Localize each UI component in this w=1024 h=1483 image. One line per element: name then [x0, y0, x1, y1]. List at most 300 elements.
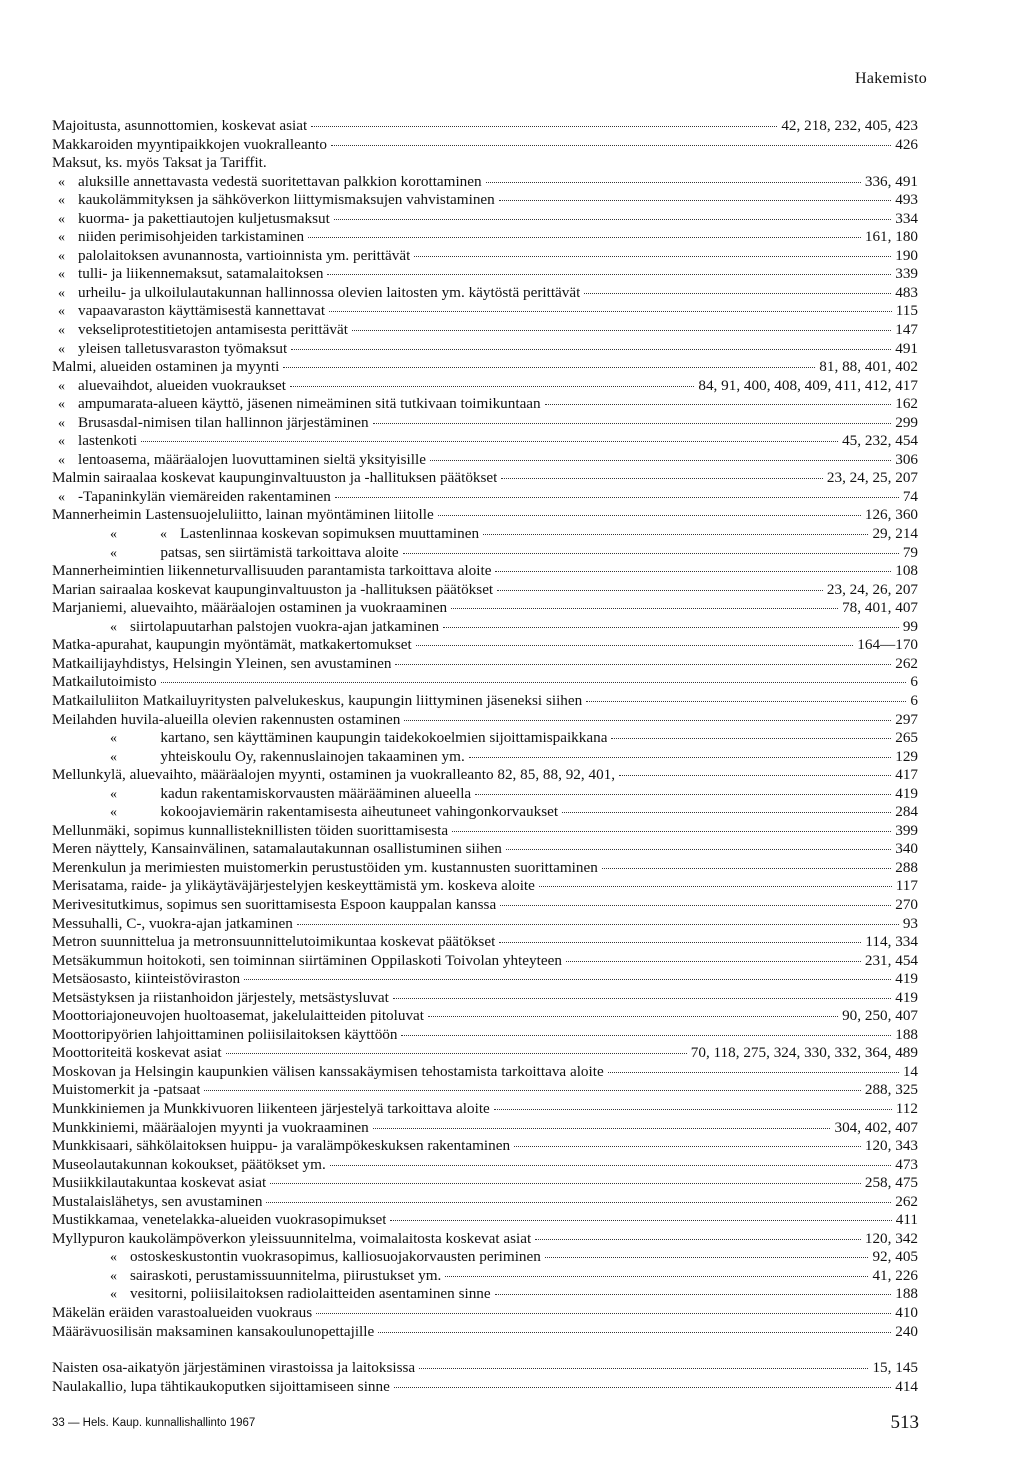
entry-label	[52, 1174, 266, 1193]
entry-pages: 6	[910, 691, 918, 709]
entry-text: aluevaihdot, alueiden vuokraukset	[78, 376, 286, 394]
ditto-mark: «	[58, 230, 65, 246]
index-entry	[52, 414, 918, 433]
leader-dots	[506, 848, 891, 850]
entry-pages: 306	[895, 450, 918, 468]
leader-dots	[373, 422, 892, 424]
leader-dots	[270, 1182, 861, 1184]
entry-pages: 92, 405	[872, 1248, 918, 1266]
leader-dots	[244, 978, 891, 980]
ditto-mark: «	[110, 731, 117, 747]
entry-pages: 161, 180	[864, 228, 918, 246]
index-entry	[52, 340, 918, 359]
entry-text: Mellunkylä, aluevaihto, määräalojen myynti, ostaminen ja vuokralleanto 82, 85, 88, 92, 401,	[52, 766, 616, 784]
index-entry	[52, 506, 918, 525]
entry-pages: 483	[895, 283, 918, 301]
entry-text: Moskovan ja Helsingin kaupunkien välisen kanssakäymisen tehostamista tarkoittava aloite	[52, 1062, 604, 1080]
entry-pages: 23, 24, 25, 207	[826, 469, 918, 487]
entry-label	[52, 117, 307, 136]
entry-label	[52, 748, 465, 768]
index-entry	[52, 136, 918, 155]
entry-text: Matkailuliiton Matkailuyritysten palvelukeskus, kaupungin liittyminen jäseneksi siihen	[52, 691, 583, 709]
index-entry	[52, 395, 918, 414]
footer-source: 33 — Hels. Kaup. kunnallishallinto 1967	[52, 1417, 256, 1429]
index-entry	[52, 840, 918, 859]
entry-pages: 258, 475	[864, 1174, 918, 1192]
leader-dots	[204, 1089, 860, 1091]
index-entry	[52, 1267, 918, 1286]
entry-label	[52, 544, 399, 564]
leader-dots	[499, 199, 891, 201]
index-entry	[52, 803, 918, 822]
entry-pages: 129	[895, 747, 918, 765]
entry-text: Mustikkamaa, venetelakka-alueiden vuokrasopimukset	[52, 1211, 387, 1229]
entry-pages: 117	[895, 877, 918, 895]
leader-dots	[586, 700, 906, 702]
entry-label	[52, 859, 598, 878]
entry-text: yhteiskoulu Oy, rakennuslainojen takaaminen ym.	[160, 747, 465, 765]
entry-text: Malmin sairaalaa koskevat kaupunginvaltuuston ja -hallituksen päätökset	[52, 469, 498, 487]
entry-label	[52, 191, 495, 211]
entry-pages: 188	[895, 1025, 918, 1043]
entry-text: Musiikkilautakuntaa koskevat asiat	[52, 1174, 267, 1192]
leader-dots	[316, 1312, 891, 1314]
entry-text: Myllypuron kaukolämpöverkon yleissuunnitelma, voimalaitosta koskevat asiat	[52, 1229, 532, 1247]
entry-text: Marian sairaalaa koskevat kaupunginvaltuuston ja -hallituksen päätökset	[52, 580, 494, 598]
entry-label	[52, 228, 304, 248]
entry-label	[52, 1063, 604, 1082]
entry-pages: 411	[895, 1211, 918, 1229]
entry-text: ampumarata-alueen käyttö, jäsenen nimeäminen sitä tutkivaan toimikuntaan	[78, 395, 541, 413]
index-entry	[52, 1026, 918, 1045]
entry-pages: 299	[895, 413, 918, 431]
index-entry	[52, 1137, 918, 1156]
entry-pages: 426	[895, 135, 918, 153]
entry-pages: 120, 343	[864, 1137, 918, 1155]
entry-text: Naisten osa-aikatyön järjestäminen virastoissa ja laitoksissa	[52, 1359, 416, 1377]
ditto-mark: «	[58, 211, 65, 227]
entry-label	[52, 414, 369, 434]
entry-label	[52, 1248, 541, 1268]
leader-dots	[329, 310, 892, 312]
entry-text: kokoojaviemärin rakentamisesta aiheutuneet vahingonkorvaukset	[160, 803, 559, 821]
index-entry	[52, 469, 918, 488]
leader-dots	[378, 1331, 891, 1333]
index-entry	[52, 692, 918, 711]
index-entry	[52, 1044, 918, 1063]
entry-pages: 112	[895, 1099, 918, 1117]
entry-label	[52, 302, 325, 322]
entry-pages: 70, 118, 275, 324, 330, 332, 364, 489	[690, 1044, 918, 1062]
entry-label	[52, 1193, 262, 1212]
ditto-mark: «	[58, 304, 65, 320]
entry-label	[52, 1007, 424, 1026]
leader-dots	[452, 830, 891, 832]
entry-label	[52, 970, 240, 989]
ditto-mark: «	[110, 749, 117, 765]
leader-dots	[308, 236, 861, 238]
entry-pages: 115	[895, 302, 918, 320]
leader-dots	[500, 904, 891, 906]
entry-label	[52, 1081, 200, 1100]
entry-pages: 29, 214	[872, 525, 918, 543]
entry-text: -Tapaninkylän viemäreiden rakentaminen	[78, 487, 331, 505]
ditto-mark: «	[110, 1287, 117, 1303]
index-entry	[52, 377, 918, 396]
leader-dots	[393, 997, 891, 999]
entry-label	[52, 933, 495, 952]
index-entry	[52, 599, 918, 618]
entry-pages: 231, 454	[864, 951, 918, 969]
index-entry	[52, 358, 918, 377]
leader-dots	[291, 348, 891, 350]
leader-dots	[497, 589, 823, 591]
index-entry	[52, 1285, 918, 1304]
entry-label	[52, 803, 558, 823]
entry-text: Moottoriteitä koskevat asiat	[52, 1044, 222, 1062]
ditto-mark: «	[58, 285, 65, 301]
entry-label	[52, 1267, 441, 1287]
leader-dots	[141, 440, 838, 442]
index-entry	[52, 1211, 918, 1230]
entry-label	[52, 599, 447, 618]
page-number: 513	[890, 1412, 919, 1433]
leader-dots	[297, 923, 899, 925]
ditto-mark: «	[110, 545, 117, 561]
ditto-mark: «	[58, 378, 65, 394]
entry-text: Mellunmäki, sopimus kunnallisteknillisten töiden suorittamisesta	[52, 821, 449, 839]
entry-label	[52, 451, 426, 471]
leader-dots	[443, 626, 899, 628]
index-list	[52, 117, 918, 1396]
entry-pages: 288	[895, 858, 918, 876]
ditto-mark: «	[58, 267, 65, 283]
leader-dots	[545, 1256, 869, 1258]
entry-label	[52, 340, 287, 360]
index-entry	[52, 859, 918, 878]
index-entry	[52, 822, 918, 841]
ditto-mark: «	[110, 619, 117, 635]
entry-text: Metsäosasto, kiinteistöviraston	[52, 970, 241, 988]
leader-dots	[401, 1034, 891, 1036]
entry-text: Munkkiniemen ja Munkkivuoren liikenteen järjestelyä tarkoittava aloite	[52, 1099, 490, 1117]
index-entry	[52, 1007, 918, 1026]
index-entry	[52, 191, 918, 210]
entry-text: kadun rakentamiskorvausten määrääminen alueella	[160, 784, 472, 802]
leader-dots	[545, 403, 892, 405]
entry-pages: 297	[895, 710, 918, 728]
leader-dots	[469, 756, 891, 758]
entry-label	[52, 822, 448, 841]
index-entry	[52, 247, 918, 266]
entry-label	[52, 877, 535, 896]
entry-pages: 419	[895, 784, 918, 802]
ditto-mark: «	[58, 193, 65, 209]
entry-label	[52, 673, 157, 692]
entry-text: Merisatama, raide- ja ylikäytäväjärjestelyjen keskeyttämistä ym. koskeva aloite	[52, 877, 535, 895]
entry-pages: 15, 145	[872, 1359, 918, 1377]
ditto-mark: «	[110, 527, 117, 543]
entry-pages: 6	[910, 673, 918, 691]
leader-dots	[331, 144, 891, 146]
ditto-mark: «	[58, 452, 65, 468]
entry-pages: 120, 342	[864, 1229, 918, 1247]
index-entry	[52, 1359, 918, 1378]
leader-dots	[608, 1071, 899, 1073]
entry-label	[52, 785, 471, 805]
entry-text: Metsäkummun hoitokoti, sen toiminnan siirtäminen Oppilaskoti Toivolan yhteyteen	[52, 951, 562, 969]
entry-pages: 147	[895, 321, 918, 339]
leader-dots	[414, 255, 891, 257]
index-entry	[52, 284, 918, 303]
leader-dots	[373, 1127, 831, 1129]
entry-text: Meren näyttely, Kansainvälinen, satamalautakunnan osallistuminen siihen	[52, 840, 502, 858]
entry-label	[52, 1044, 222, 1063]
ditto-mark: «	[160, 527, 167, 543]
index-entry	[52, 1174, 918, 1193]
entry-pages: 417	[895, 766, 918, 784]
entry-pages: 84, 91, 400, 408, 409, 411, 412, 417	[698, 376, 918, 394]
entry-label	[52, 618, 439, 638]
leader-dots	[290, 385, 694, 387]
entry-label	[52, 525, 479, 545]
entry-pages: 78, 401, 407	[842, 599, 918, 617]
entry-text: kartano, sen käyttäminen kaupungin taidekokoelmien sijoittamispaikkana	[160, 729, 608, 747]
entry-pages: 126, 360	[864, 506, 918, 524]
entry-label	[52, 1323, 374, 1342]
leader-dots	[390, 1219, 891, 1221]
entry-pages: 79	[902, 543, 918, 561]
leader-dots	[404, 719, 891, 721]
entry-text: Makkaroiden myyntipaikkojen vuokralleanto	[52, 135, 327, 153]
entry-pages: 414	[895, 1377, 918, 1395]
entry-label	[52, 1100, 490, 1119]
entry-text: ostoskeskustontin vuokrasopimus, kalliosuojakorvausten periminen	[130, 1248, 541, 1266]
entry-text: vekseliprotestitietojen antamisesta perittävät	[78, 321, 348, 339]
entry-label	[52, 358, 279, 377]
entry-label	[52, 469, 497, 488]
entry-label	[52, 655, 391, 674]
entry-pages: 90, 250, 407	[842, 1007, 918, 1025]
entry-label	[52, 1285, 491, 1305]
entry-label	[52, 692, 582, 711]
ditto-mark: «	[58, 397, 65, 413]
index-entry	[52, 748, 918, 767]
entry-label	[52, 1211, 386, 1230]
entry-text: Matka-apurahat, kaupungin myöntämät, matkakertomukset	[52, 636, 412, 654]
entry-text: Maksut, ks. myös Taksat ja Tariffit.	[52, 154, 267, 172]
index-entry	[52, 581, 918, 600]
entry-pages: 45, 232, 454	[842, 432, 918, 450]
index-entry	[52, 544, 918, 563]
index-entry	[52, 1081, 918, 1100]
leader-dots	[335, 496, 899, 498]
entry-label	[52, 1137, 510, 1156]
leader-dots	[486, 181, 861, 183]
entry-label	[52, 896, 496, 915]
entry-label	[52, 488, 331, 508]
leader-dots	[445, 1275, 868, 1277]
index-entry	[52, 228, 918, 247]
index-entry	[52, 785, 918, 804]
entry-text: Lastenlinnaa koskevan sopimuksen muuttaminen	[180, 525, 480, 543]
leader-dots	[352, 329, 891, 331]
leader-dots	[226, 1052, 687, 1054]
entry-pages: 23, 24, 26, 207	[826, 580, 918, 598]
entry-pages: 419	[895, 970, 918, 988]
entry-text: vapaavaraston käyttämisestä kannettavat	[78, 302, 326, 320]
index-entry	[52, 933, 918, 952]
entry-text: Messuhalli, C-, vuokra-ajan jatkaminen	[52, 914, 293, 932]
entry-text: Matkailijayhdistys, Helsingin Yleinen, sen avustaminen	[52, 654, 392, 672]
entry-pages: 304, 402, 407	[834, 1118, 918, 1136]
entry-text: palolaitoksen avunannosta, vartioinnista ym. perittävät	[78, 246, 411, 264]
leader-dots	[266, 1201, 891, 1203]
entry-pages: 188	[895, 1285, 918, 1303]
entry-text: Majoitusta, asunnottomien, koskevat asiat	[52, 117, 308, 134]
ditto-mark: «	[58, 341, 65, 357]
entry-pages: 99	[902, 617, 918, 635]
entry-text: Meilahden huvila-alueilla olevien rakennusten ostaminen	[52, 710, 401, 728]
ditto-mark: «	[58, 248, 65, 264]
entry-text: Marjaniemi, aluevaihto, määräalojen ostaminen ja vuokraaminen	[52, 599, 448, 617]
index-entry	[52, 1230, 918, 1249]
entry-text: kuorma- ja pakettiautojen kuljetusmaksut	[78, 209, 330, 227]
entry-text: tulli- ja liikennemaksut, satamalaitoksen	[78, 265, 324, 283]
entry-pages: 74	[902, 487, 918, 505]
index-entry	[52, 896, 918, 915]
index-entry	[52, 302, 918, 321]
entry-label	[52, 136, 327, 155]
entry-pages: 288, 325	[864, 1081, 918, 1099]
entry-text: lastenkoti	[78, 432, 138, 450]
entry-label	[52, 1156, 326, 1175]
section-gap	[52, 1341, 918, 1359]
entry-text: Munkkisaari, sähkölaitoksen huippu- ja varalämpökeskuksen rakentaminen	[52, 1137, 511, 1155]
entry-pages: 162	[895, 395, 918, 413]
leader-dots	[330, 1164, 891, 1166]
leader-dots	[499, 941, 861, 943]
index-entry	[52, 989, 918, 1008]
leader-dots	[403, 552, 899, 554]
entry-text: Metron suunnittelua ja metronsuunnittelutoimikuntaa koskevat päätökset	[52, 933, 496, 951]
leader-dots	[161, 681, 907, 683]
leader-dots	[494, 1108, 892, 1110]
entry-label	[52, 952, 562, 971]
leader-dots	[334, 218, 891, 220]
entry-text: Merivesitutkimus, sopimus sen suorittamisesta Espoon kauppalan kanssa	[52, 895, 497, 913]
entry-label	[52, 395, 541, 415]
entry-text: niiden perimisohjeiden tarkistaminen	[78, 228, 305, 246]
entry-label	[52, 1026, 397, 1045]
entry-pages: 81, 88, 401, 402	[819, 358, 918, 376]
index-entry	[52, 1063, 918, 1082]
entry-text: Mannerheimintien liikenneturvallisuuden parantamista tarkoittava aloite	[52, 562, 492, 580]
index-entry	[52, 210, 918, 229]
entry-text: Moottoriajoneuvojen huoltoasemat, jakelulaitteiden pitoluvat	[52, 1007, 425, 1025]
leader-dots	[619, 774, 891, 776]
entry-label	[52, 1304, 312, 1323]
leader-dots	[395, 663, 891, 665]
index-entry	[52, 618, 918, 637]
leader-dots	[539, 885, 892, 887]
entry-text: yleisen talletusvaraston työmaksut	[78, 339, 288, 357]
leader-dots	[394, 1386, 891, 1388]
leader-dots	[419, 1367, 868, 1369]
entry-pages: 164—170	[857, 636, 918, 654]
leader-dots	[438, 514, 861, 516]
entry-pages: 334	[895, 209, 918, 227]
page-header: Hakemisto	[854, 70, 927, 87]
index-entry	[52, 562, 918, 581]
index-entry	[52, 525, 918, 544]
entry-label	[52, 210, 330, 230]
leader-dots	[566, 960, 861, 962]
entry-label	[52, 766, 615, 785]
entry-text: Museolautakunnan kokoukset, päätökset ym.	[52, 1155, 326, 1173]
entry-label	[52, 729, 607, 749]
entry-pages: 42, 218, 232, 405, 423	[781, 117, 918, 134]
index-entry	[52, 655, 918, 674]
entry-pages: 93	[902, 914, 918, 932]
index-entry	[52, 154, 918, 173]
leader-dots	[562, 811, 891, 813]
entry-pages: 419	[895, 988, 918, 1006]
entry-label	[52, 1230, 531, 1249]
leader-dots	[311, 125, 777, 127]
entry-label	[52, 581, 493, 600]
entry-label	[52, 1378, 390, 1397]
index-entry	[52, 321, 918, 340]
index-entry	[52, 970, 918, 989]
entry-text: Matkailutoimisto	[52, 673, 157, 691]
entry-label	[52, 711, 400, 730]
entry-pages: 14	[902, 1062, 918, 1080]
entry-text: Mustalaislähetys, sen avustaminen	[52, 1192, 263, 1210]
entry-text: Naulakallio, lupa tähtikaukoputken sijoittamiseen sinne	[52, 1377, 390, 1395]
entry-text: Moottoripyörien lahjoittaminen poliisilaitoksen käyttöön	[52, 1025, 398, 1043]
entry-label	[52, 840, 502, 859]
entry-text: Mäkelän eräiden varastoalueiden vuokraus	[52, 1304, 313, 1321]
leader-dots	[428, 1015, 838, 1017]
ditto-mark: «	[58, 415, 65, 431]
entry-label	[52, 265, 323, 285]
entry-text: aluksille annettavasta vedestä suoritettavan palkkion korottaminen	[78, 172, 482, 190]
entry-pages: 114, 334	[865, 933, 918, 951]
ditto-mark: «	[110, 1250, 117, 1266]
entry-text: sairaskoti, perustamissuunnitelma, piirustukset ym.	[130, 1266, 442, 1284]
leader-dots	[514, 1145, 861, 1147]
index-entry	[52, 952, 918, 971]
entry-pages: 336, 491	[864, 172, 918, 190]
entry-text: Munkkiniemi, määräalojen myynti ja vuokraaminen	[52, 1118, 369, 1136]
index-entry	[52, 636, 918, 655]
entry-text: Määrävuosilisän maksaminen kansakoulunopettajille	[52, 1322, 375, 1340]
leader-dots	[535, 1238, 861, 1240]
ditto-mark: «	[110, 805, 117, 821]
index-entry	[52, 432, 918, 451]
index-entry	[52, 711, 918, 730]
entry-label	[52, 636, 412, 655]
index-entry	[52, 766, 918, 785]
entry-pages: 410	[895, 1304, 918, 1321]
entry-text: Muistomerkit ja -patsaat	[52, 1081, 201, 1099]
index-entry	[52, 729, 918, 748]
entry-pages: 339	[895, 265, 918, 283]
leader-dots	[430, 459, 891, 461]
entry-label	[52, 321, 348, 341]
leader-dots	[475, 793, 891, 795]
